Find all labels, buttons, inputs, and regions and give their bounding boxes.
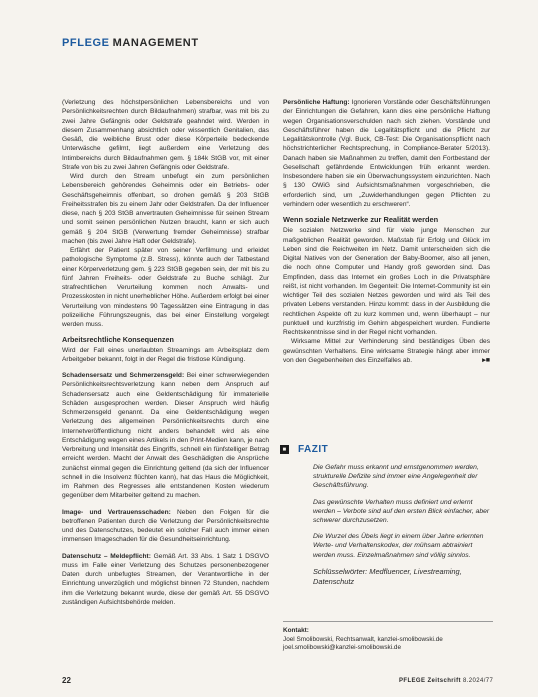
term-text: Gemäß Art. 33 Abs. 1 Satz 1 DSGVO muss im Falle einer Verletzung des Schutzes personenbezogener Daten durch unbefugtes Streamen, der Verantwortliche in der Einrichtung unverzüglich und möglichst binnen 72 Stunden, nachdem ihm die Verletzung bekannt wurde, diese der gemäß Art. 55 DSGVO zuständigen Aufsichtsbehörde melden. [62, 552, 269, 606]
paragraph: Erfährt der Patient später von seiner Verfilmung und erleidet pathologische Symptome (z.B. Stress), könnte auch der Tatbestand einer Körperverletzung gem. § 223 StGB gegeben sein, der mit bis zu fünf Jahren Freiheits- oder Geldstrafe zu Buche schlägt. Zur strafrechtlichen Verurteilung kommen noch Anwalts- und Prozesskosten in nicht unerheblicher Höhe. Außerdem erfolgt bei einer Verurteilung von mindestens 90 Tagessätzen eine Eintragung in das polizeiliche Führungszeugnis, das bei einer Einstellung vorgelegt werden muss. [62, 247, 269, 328]
header-section: MANAGEMENT [112, 37, 199, 49]
paragraph: (Verletzung des höchstpersönlichen Lebensbereichs und von Persönlichkeitsrechten durch Bildaufnahmen) strafbar, was mit bis zu zwei Jahre Gefängnis oder Geldstrafe geahndet wird. Werden in diesem Zusammenhang absichtlich oder wissentlich Genitalien, das Gesäß, die weibliche Brust oder diese Körperteile bedeckende Unterwäsche gefilmt, liegt außerdem eine Verletzung des Intimbereichs durch Bildaufnahmen gem. § 184k StGB vor, mit einer Strafe von bis zu zwei Jahren Gefängnis oder Geldstrafe. [62, 99, 269, 171]
keywords-value: Medfluencer, Livestreaming, Datenschutz [313, 566, 462, 586]
fazit-item: Die Gefahr muss erkannt und ernstgenommen werden, strukturelle Defizite sind immer eine Angelegenheit der Geschäftsführung. [313, 464, 479, 490]
paragraph [62, 552, 269, 608]
section-heading: Wenn soziale Netzwerke zur Realität werden [283, 215, 439, 224]
paragraph [283, 337, 490, 365]
term: Image- und Vertrauensschaden: [62, 508, 171, 516]
paragraph: Wird durch den Stream unbefugt ein zum persönlichen Lebensbereich gehörendes Geheimnis oder ein Betriebs- oder Geschäftsgeheimnis offenbart, so drohen gemäß § 203 StGB Freiheitsstrafen bis zu einem Jahr oder Geldstrafen. Da der Influencer diese, nach § 203 StGB anvertrauten Geheimnisse für seinen Stream und somit seinen persönlichen Nutzen braucht, kann er sich auch gemäß § 204 StGB (Verwertung fremder Geheimnisse) strafbar machen (bis zwei Jahre Haft oder Geldstrafe). [62, 173, 269, 245]
fazit-box [283, 444, 492, 587]
magazine-header [62, 37, 199, 49]
paragraph [62, 508, 269, 545]
contact-email: joel.smolibowski@kanzlei-smolibowski.de [283, 644, 402, 652]
fazit-item: Das gewünschte Verhalten muss definiert und erlernt werden – Verbote sind auf den ersten Blick einfacher, aber schwerer durchzusetzen. [313, 498, 490, 525]
term-text: Ignorieren Vorstände oder Geschäftsführungen der Einrichtungen die Gefahren, kann dies eine persönliche Haftung wegen Organisationsverschulden nach sich ziehen. Vorstände und Geschäftsführer haben die Legalitätspflicht und die Pflicht zur Legalitätskontrolle (Vgl. Buck, CB-Test: Die Organisationspflicht nach höchstrichterlicher Rechtsprechung, in Compliance-Berater 5/2013). Danach haben sie Maßnahmen zu treffen, damit den Fortbestand der Gesellschaft gefährdende Entwicklungen früh erkannt werden. Insbesondere haben sie ein Überwachungssystem einzurichten. Nach § 130 OWiG sind Aufsichtsmaßnahmen vorgeschrieben, die erforderlich sind, um „Zuwiderhandlungen gegen Pflichten zu verhindern oder wesentlich zu erschweren“. [283, 99, 490, 208]
journal-name: PFLEGE Zeitschrift [399, 678, 461, 684]
section-heading: Arbeitsrechtliche Konsequenzen [62, 335, 174, 345]
footer-journal [399, 678, 493, 684]
contact-title: Kontakt: [283, 627, 309, 634]
square-bullet-icon: ■ [280, 445, 289, 454]
header-brand: PFLEGE [62, 37, 110, 49]
fazit-heading [280, 444, 492, 455]
term: Schadensersatz und Schmerzensgeld: [62, 372, 185, 379]
contact-box [283, 621, 493, 653]
paragraph: Die sozialen Netzwerke sind für viele junge Menschen zur maßgeblichen Realität geworden. Maßstab für Erfolg und Glück im Leben sind die Reichweiten im Netz. Damit unterscheiden sich die Digital Natives von der Generation der Baby-Boomer, also all jenen, die noch ohne Computer und Handy groß geworden sind. Das Empfinden, dass das Internet ein großes Loch in die Privatsphäre reißt, ist nicht vorhanden. Im Gegenteil: Die Internet-Community ist ein wichtiger Teil des sozialen Netzes geworden und wird als Teil des privaten Lebens verstanden. Hinzu kommt: dass in der Ausbildung die rechtlichen Aspekte oft zu kurz kommen und, wenn überhaupt – nur punktuell und kurzfristig im Gehirn abgespeichert wurden. Fundierte Rechtskenntnisse sind in der Regel nicht vorhanden. [283, 227, 490, 336]
fazit-title: FAZIT [298, 444, 329, 455]
paragraph-text: Wirksame Mittel zur Verhinderung sind beständiges Üben des gewünschten Verhaltens. Eine wirksame Strategie hängt aber immer von den Gegebenheiten des Einzelfalles ab. [283, 338, 490, 364]
term-text: Bei einer schwerwiegenden Persönlichkeitsrechtsverletzung kann neben dem Anspruch auf Schadensersatz auch eine Geldentschädigung für immaterielle Schäden ausgesprochen werden. Dieser Anspruch wird häufig Schmerzensgeld genannt. Da eine Geldentschädigung wegen Verletzung des allgemeinen Persönlichkeitsrechts durch eine Internetveröffentlichung nicht anders behandelt wird als eine Entschädigung wegen eines Artikels in den Print-Medien kann, je nach Verbreitung und Intensität des Eingriffs, schnell ein fünfstelliger Betrag erreicht werden. Macht der Anwalt des Geschädigten die Ansprüche zunächst einmal gegen die Einrichtung geltend (da sich der Influencer schnell in die Insolvenz flüchten kann), hat das Haus die Möglichkeit, im Rahmen des Regresses alle entstandenen Kosten wiederum gegenüber dem Mitarbeiter geltend zu machen. [62, 372, 269, 500]
paragraph: Wird der Fall eines unerlaubten Streamings am Arbeitsplatz dem Arbeitgeber bekannt, folgt in der Regel die fristlose Kündigung. [62, 346, 269, 363]
fazit-item: Die Wurzel des Übels liegt in einem über Jahre erlernten Werte- und Verhaltenskodex, der mühsam abtrainiert werden muss. Einzelmaßnahmen sind völlig sinnlos. [313, 533, 484, 559]
keywords-label: Schlüsselwörter: [313, 566, 368, 576]
page-number: 22 [62, 676, 71, 685]
term-text: Neben den Folgen für die betroffenen Patienten durch die Verletzung der Persönlichkeitsrechte und des Datenschutzes, bedeutet ein solcher Fall auch immer einen immensen Imageschaden für die Gesundheitseinrichtung. [62, 508, 269, 544]
term: Persönliche Haftung: [283, 99, 350, 106]
right-column [283, 98, 490, 365]
paragraph [62, 371, 269, 501]
contact-line: Joel Smolibowski, Rechtsanwalt, kanzlei-smolibowski.de [283, 635, 443, 643]
journal-issue: 8.2024/77 [462, 678, 494, 684]
term: Datenschutz – Meldepflicht: [62, 552, 151, 560]
paragraph [283, 98, 490, 209]
keywords [313, 567, 492, 587]
left-column [62, 98, 269, 607]
fazit-list [313, 463, 492, 587]
end-mark-icon: ▸■ [482, 356, 490, 364]
